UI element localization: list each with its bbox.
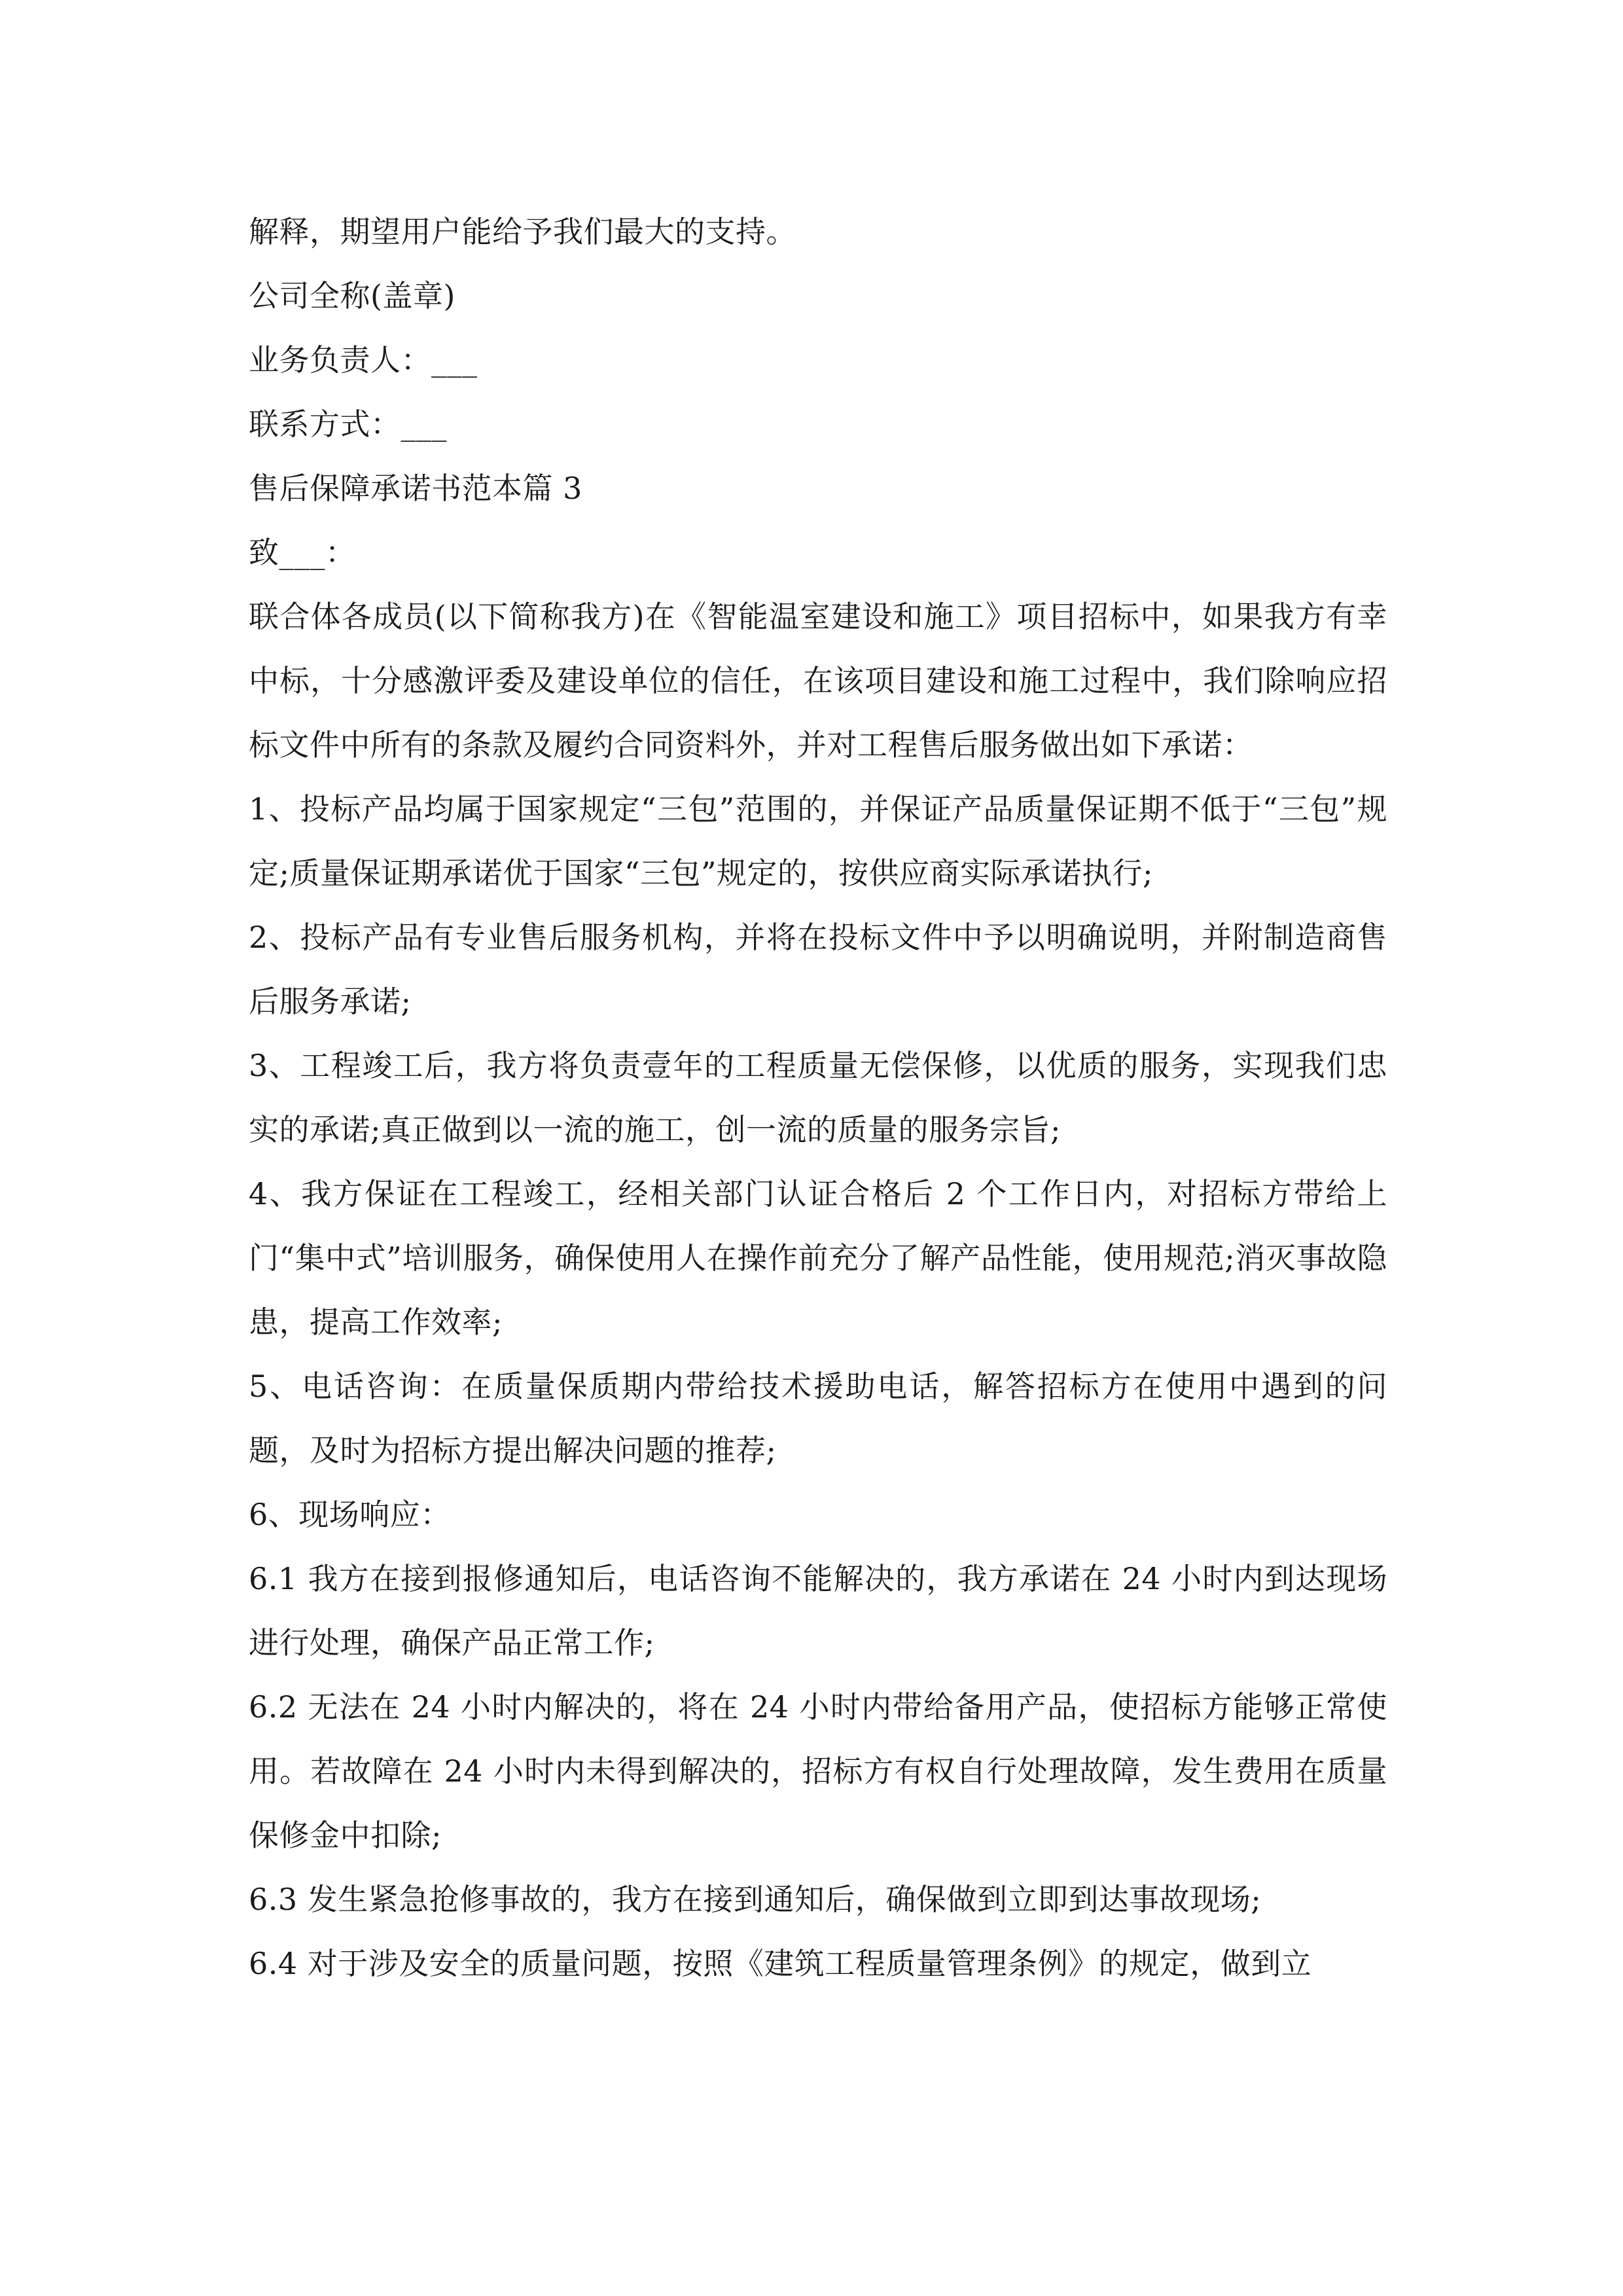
section-title: 售后保障承诺书范本篇 3 [249,471,582,506]
paragraph-item-4: 4、我方保证在工程竣工，经相关部门认证合格后 2 个工作日内，对招标方带给上门“集中式”培训服务，确保使用人在操作前充分了解产品性能，使用规范;消灭事故隐患，提高工作效率; [249,1176,1387,1340]
paragraph-item-6-3: 6.3 发生紧急抢修事故的，我方在接到通知后，确保做到立即到达事故现场; [249,1882,1262,1917]
document-body [249,200,1387,1996]
paragraph-intro: 联合体各成员(以下简称我方)在《智能温室建设和施工》项目招标中，如果我方有幸中标，十分感激评委及建设单位的信任，在该项目建设和施工过程中，我们除响应招标文件中所有的条款及履约合同资料外，并对工程售后服务做出如下承诺： [249,599,1387,762]
paragraph-item-2: 2、投标产品有专业售后服务机构，并将在投标文件中予以明确说明，并附制造商售后服务承诺; [249,920,1387,1019]
paragraph-item-6-1: 6.1 我方在接到报修通知后，电话咨询不能解决的，我方承诺在 24 小时内到达现场进行处理，确保产品正常工作; [249,1561,1387,1660]
paragraph-item-6: 6、现场响应： [249,1497,451,1532]
paragraph-salutation: 致___： [249,535,356,570]
paragraph-business-manager: 业务负责人：___ [249,342,478,378]
paragraph-item-6-2: 6.2 无法在 24 小时内解决的，将在 24 小时内带给备用产品，使招标方能够正常使用。若故障在 24 小时内未得到解决的，招标方有权自行处理故障，发生费用在质量保修金中扣除; [249,1689,1387,1853]
paragraph-item-5: 5、电话咨询：在质量保质期内带给技术援助电话，解答招标方在使用中遇到的问题，及时为招标方提出解决问题的推荐; [249,1369,1387,1468]
paragraph-closing-line: 解释，期望用户能给予我们最大的支持。 [249,214,796,249]
paragraph-item-3: 3、工程竣工后，我方将负责壹年的工程质量无偿保修，以优质的服务，实现我们忠实的承诺;真正做到以一流的施工，创一流的质量的服务宗旨; [249,1048,1387,1147]
paragraph-item-6-4: 6.4 对于涉及安全的质量问题，按照《建筑工程质量管理条例》的规定，做到立 [249,1946,1312,1981]
paragraph-company-seal: 公司全称(盖章) [249,278,455,314]
paragraph-item-1: 1、投标产品均属于国家规定“三包”范围的，并保证产品质量保证期不低于“三包”规定;质量保证期承诺优于国家“三包”规定的，按供应商实际承诺执行; [249,791,1387,891]
paragraph-contact-info: 联系方式：___ [249,406,447,442]
